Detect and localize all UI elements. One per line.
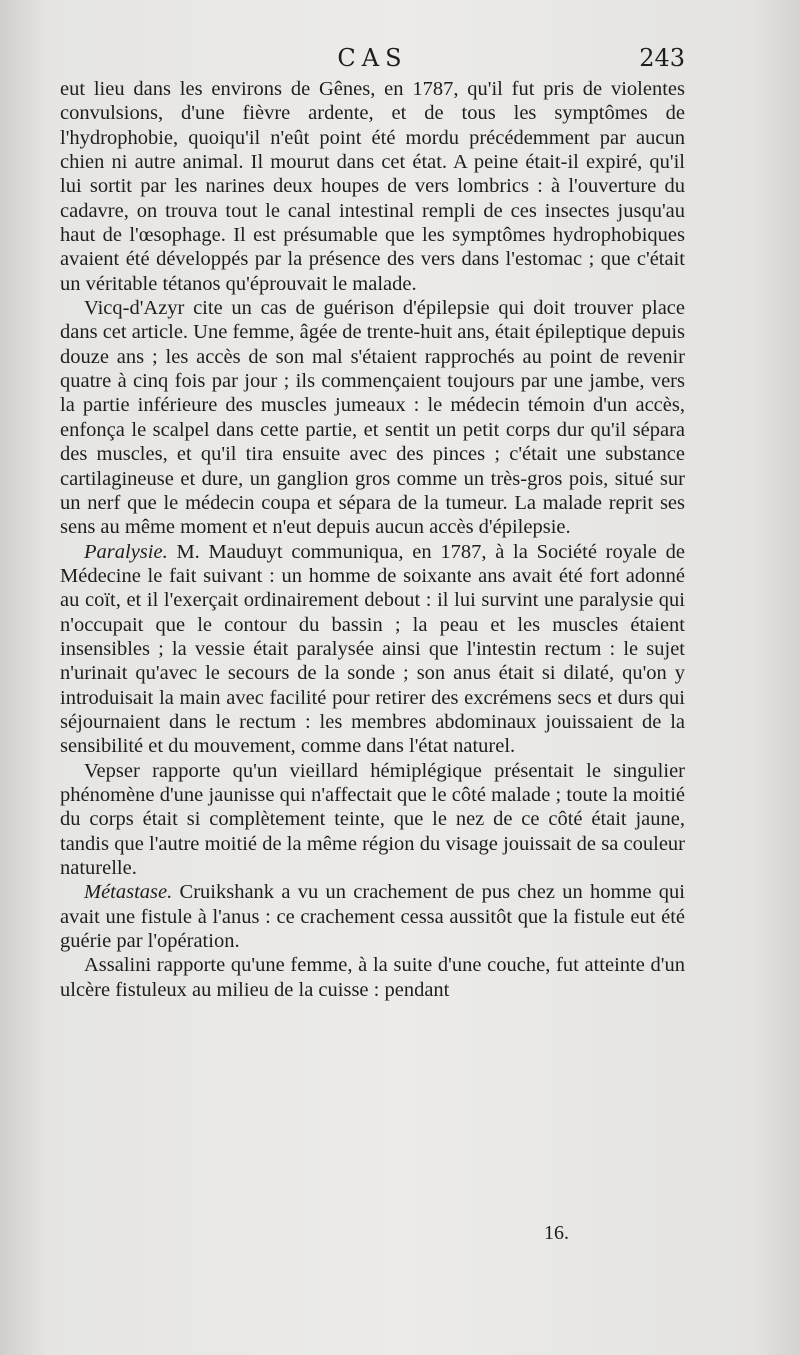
paragraph-hydrophobia (60, 77, 685, 296)
paragraph-text: Vicq-d'Azyr cite un cas de guérison d'épilepsie qui doit trouver place dans cet article. Une femme, âgée de trente-huit ans, était épileptique depuis douze ans ; les accès de son mal s'étaient rapprochés au point de revenir quatre à cinq fois par jour ; ils commençaient toujours par une jambe, vers la partie inférieure des muscles jumeaux : le médecin témoin d'un accès, enfonça le scalpel dans cette partie, et sentit un petit corps dur qu'il sépara des muscles, et qu'il tira ensuite avec des pinces ; c'était une substance cartilagineuse et dure, un ganglion gros comme un très-gros pois, situé sur un nerf que le médecin coupa et sépara de la tumeur. La malade reprit ses sens au même moment et n'eut depuis aucun accès d'épilepsie. (60, 297, 685, 539)
paragraph-text: M. Mauduyt communiqua, en 1787, à la Société royale de Médecine le fait suivant : un homme de soixante ans avait été fort adonné au coït, et il l'exerçait ordinairement debout : il lui survint une paralysie qui n'occupait que le contour du bassin ; la peau et les muscles étaient insensibles ; la vessie était paralysée ainsi que l'intestin rectum : le sujet n'urinait qu'avec le secours de la sonde ; son anus était si dilaté, qu'on y introduisait la main avec facilité pour retirer des excrémens secs et durs qui séjournaient dans le rectum : les membres abdominaux jouissaient de la sensibilité et du mouvement, comme dans l'état naturel. (60, 540, 685, 758)
page-header (60, 44, 685, 80)
paragraph-epilepsy (60, 296, 685, 539)
paragraph-text: Cruikshank a vu un crachement de pus chez un homme qui avait une fistule à l'anus : ce crachement cessa aussitôt que la fistule eut été guérie par l'opération. (60, 881, 685, 953)
paragraph-metastase (60, 880, 685, 953)
paragraph-paralysie (60, 540, 685, 759)
body-text (60, 77, 685, 1002)
running-head: CAS (337, 44, 408, 72)
paragraph-vepser (60, 759, 685, 881)
paragraph-assalini (60, 953, 685, 1002)
section-lead: Paralysie. (84, 540, 168, 563)
page-number: 243 (639, 44, 685, 72)
paragraph-text: Assalini rapporte qu'une femme, à la suite d'une couche, fut atteinte d'un ulcère fistuleux au milieu de la cuisse : pendant (60, 954, 685, 1001)
paragraph-text: Vepser rapporte qu'un vieillard hémiplégique présentait le singulier phénomène d'une jaunisse qui n'affectait que le côté malade ; toute la moitié du corps était si complètement teinte, que le nez de ce côté était jaune, tandis que l'autre moitié de la même région du visage jouissait de sa couleur naturelle. (60, 759, 685, 879)
section-lead: Métastase. (84, 881, 173, 904)
paragraph-text: eut lieu dans les environs de Gênes, en 1787, qu'il fut pris de violentes convulsions, d'une fièvre ardente, et de tous les symptômes de l'hydrophobie, quoiqu'il n'eût point été mordu précédemment par aucun chien ni autre animal. Il mourut dans cet état. A peine était-il expiré, qu'il lui sortit par les narines deux houpes de vers lombrics : à l'ouverture du cadavre, on trouva tout le canal intestinal rempli de ces insectes jusqu'au haut de l'œsophage. Il est présumable que les symptômes hydrophobiques avaient été développés par la présence des vers dans l'estomac ; que c'était un véritable tétanos qu'éprouvait le malade. (60, 78, 685, 295)
signature-mark: 16. (544, 1222, 569, 1244)
